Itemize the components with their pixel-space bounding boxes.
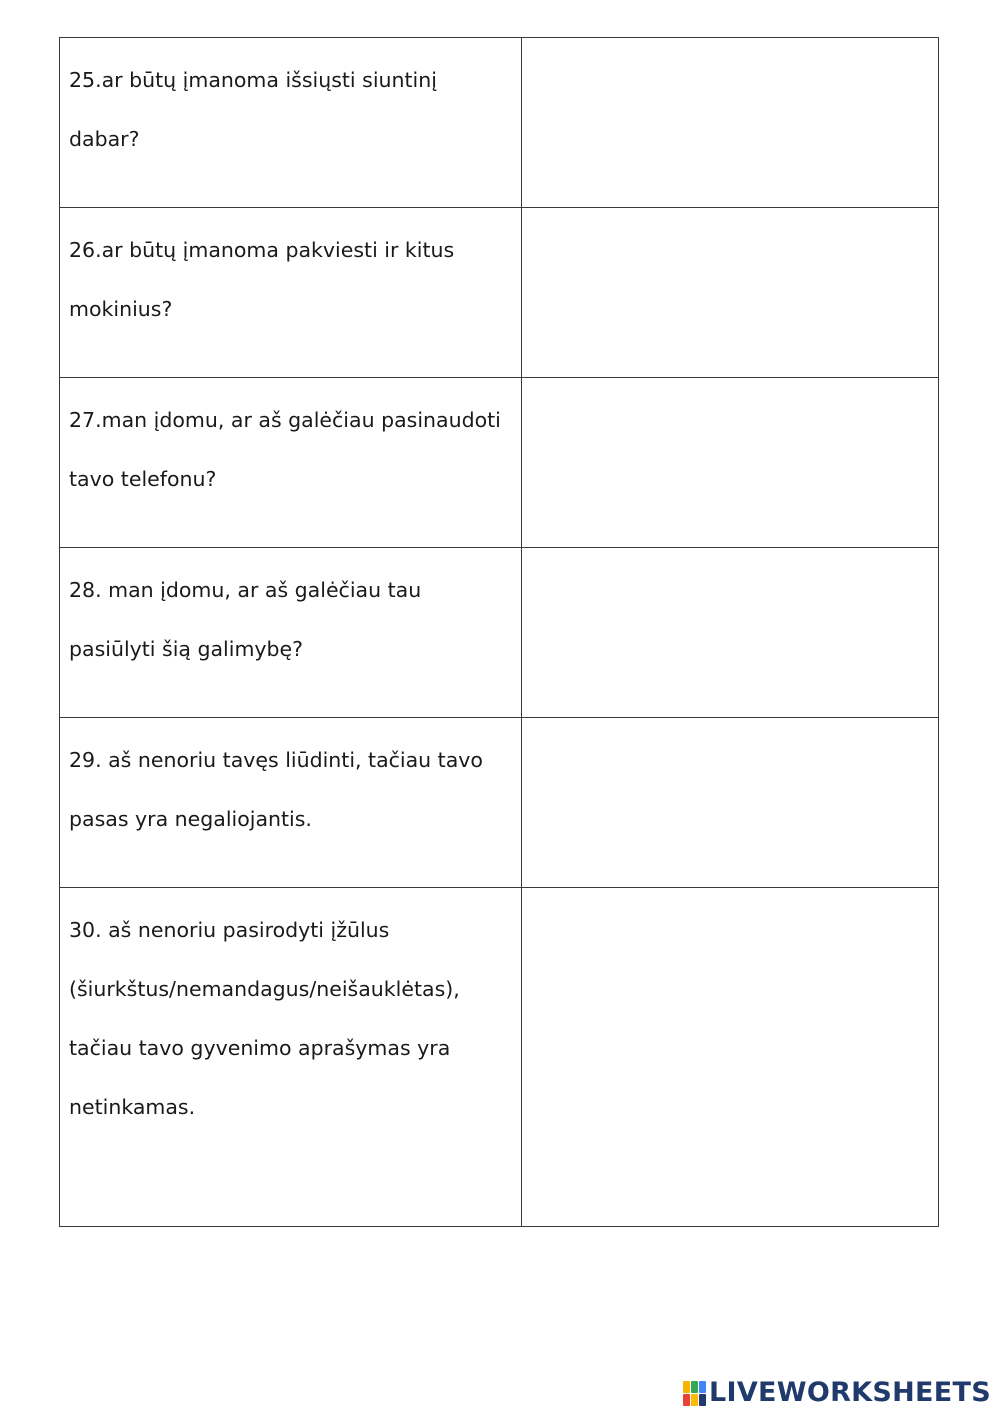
table-row	[60, 548, 939, 718]
question-cell	[60, 378, 522, 548]
brand-text: LIVEWORKSHEETS	[708, 1377, 991, 1408]
question-cell	[60, 208, 522, 378]
question-line: 27.man įdomu, ar aš galėčiau pasinaudoti	[69, 408, 501, 432]
question-cell	[60, 718, 522, 888]
table-row	[60, 888, 939, 1227]
logo-block	[691, 1381, 698, 1393]
answer-cell[interactable]	[521, 378, 938, 548]
exercise-table	[59, 37, 939, 1227]
answer-cell[interactable]	[521, 548, 938, 718]
answer-cell[interactable]	[521, 208, 938, 378]
question-line: 28. man įdomu, ar aš galėčiau tau	[69, 578, 422, 602]
question-line: tačiau tavo gyvenimo aprašymas yra	[69, 1036, 451, 1060]
answer-cell[interactable]	[521, 38, 938, 208]
answer-cell[interactable]	[521, 888, 938, 1227]
table-row	[60, 378, 939, 548]
question-line: dabar?	[69, 127, 140, 151]
question-cell	[60, 38, 522, 208]
table-row	[60, 38, 939, 208]
logo-block	[683, 1394, 690, 1406]
logo-block	[683, 1381, 690, 1393]
logo-block	[699, 1394, 706, 1406]
question-line: pasiūlyti šią galimybę?	[69, 637, 304, 661]
question-line: 25.ar būtų įmanoma išsiųsti siuntinį	[69, 68, 437, 92]
question-line: 30. aš nenoriu pasirodyti įžūlus	[69, 918, 390, 942]
question-line: (šiurkštus/nemandagus/neišauklėtas),	[69, 977, 460, 1001]
question-line: tavo telefonu?	[69, 467, 217, 491]
table-row	[60, 718, 939, 888]
logo-block	[699, 1381, 706, 1393]
question-cell	[60, 548, 522, 718]
question-line: pasas yra negaliojantis.	[69, 807, 312, 831]
question-cell	[60, 888, 522, 1227]
question-line: 26.ar būtų įmanoma pakviesti ir kitus	[69, 238, 455, 262]
question-line: 29. aš nenoriu tavęs liūdinti, tačiau tavo	[69, 748, 483, 772]
question-line: netinkamas.	[69, 1095, 196, 1119]
question-line: mokinius?	[69, 297, 173, 321]
logo-icon	[683, 1381, 705, 1405]
liveworksheets-logo	[683, 1377, 991, 1409]
table-row	[60, 208, 939, 378]
answer-cell[interactable]	[521, 718, 938, 888]
logo-block	[691, 1394, 698, 1406]
